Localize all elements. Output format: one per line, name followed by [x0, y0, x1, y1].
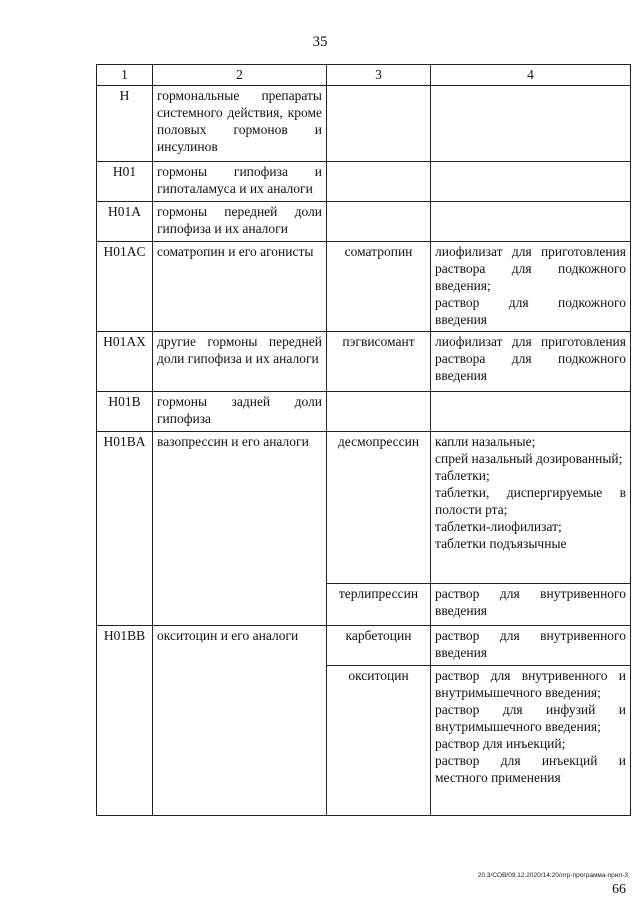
atc-code-cell: H01BB: [97, 626, 153, 816]
dosage-form-line: спрей назальный дозированный;: [435, 451, 623, 466]
dosage-form-line: раствор для внутривенного и внутримышечного введения;: [435, 668, 626, 700]
column-header-2: 2: [153, 65, 327, 86]
drug-name-cell: карбетоцин: [327, 626, 431, 666]
dosage-form-line: раствор для инъекций и местного применения: [435, 753, 626, 785]
dosage-form-line: таблетки подъязычные: [435, 536, 567, 551]
dosage-form-cell: [431, 392, 631, 432]
atc-code-cell: H01: [97, 162, 153, 202]
table-row: [97, 242, 631, 332]
drug-name-cell: [327, 162, 431, 202]
dosage-form-cell: [431, 332, 631, 392]
atc-code-cell: H: [97, 86, 153, 162]
atc-code-cell: H01B: [97, 392, 153, 432]
atc-code-cell: H01BA: [97, 432, 153, 626]
dosage-form-line: раствор для внутривенного введения: [435, 586, 626, 618]
dosage-form-line: раствор для инъекций;: [435, 736, 566, 751]
dosage-form-cell: [431, 86, 631, 162]
dosage-form-line: раствор для подкожного введения: [435, 295, 626, 327]
column-header-1: 1: [97, 65, 153, 86]
table-row: [97, 162, 631, 202]
table-row: [97, 392, 631, 432]
dosage-form-line: таблетки-лиофилизат;: [435, 519, 562, 534]
drug-name-cell: [327, 392, 431, 432]
table-body: [97, 86, 631, 816]
dosage-form-cell: [431, 242, 631, 332]
table-row: [97, 202, 631, 242]
column-header-4: 4: [431, 65, 631, 86]
dosage-form-cell: [431, 202, 631, 242]
group-description-cell: гормоны передней доли гипофиза и их аналоги: [153, 202, 327, 242]
group-description-cell: другие гормоны передней доли гипофиза и их аналоги: [153, 332, 327, 392]
group-description-cell: окситоцин и его аналоги: [153, 626, 327, 816]
dosage-form-cell: [431, 584, 631, 626]
dosage-form-cell: [431, 432, 631, 584]
drug-name-cell: [327, 86, 431, 162]
column-header-3: 3: [327, 65, 431, 86]
dosage-form-cell: [431, 162, 631, 202]
group-description-cell: гормоны гипофиза и гипоталамуса и их аналоги: [153, 162, 327, 202]
dosage-form-line: лиофилизат для приготовления раствора для подкожного введения: [435, 334, 626, 383]
dosage-form-cell: [431, 626, 631, 666]
dosage-form-cell: [431, 666, 631, 816]
table-row: [97, 332, 631, 392]
dosage-form-line: таблетки;: [435, 468, 490, 483]
drug-name-cell: десмопрессин: [327, 432, 431, 584]
dosage-form-line: капли назальные;: [435, 434, 536, 449]
drug-table: [96, 64, 631, 816]
table-row: [97, 86, 631, 162]
table-row: [97, 626, 631, 666]
drug-name-cell: окситоцин: [327, 666, 431, 816]
group-description-cell: вазопрессин и его аналоги: [153, 432, 327, 626]
drug-name-cell: терлипрессин: [327, 584, 431, 626]
group-description-cell: соматропин и его агонисты: [153, 242, 327, 332]
drug-name-cell: соматропин: [327, 242, 431, 332]
drug-name-cell: пэгвисомант: [327, 332, 431, 392]
dosage-form-line: раствор для внутривенного введения: [435, 628, 626, 660]
table-row: [97, 432, 631, 584]
page-number: 35: [312, 34, 328, 50]
sheet-number: 66: [612, 882, 626, 897]
dosage-form-line: лиофилизат для приготовления раствора для подкожного введения;: [435, 244, 626, 293]
dosage-form-line: раствор для инфузий и внутримышечного введения;: [435, 702, 626, 734]
atc-code-cell: H01AC: [97, 242, 153, 332]
group-description-cell: гормоны задней доли гипофиза: [153, 392, 327, 432]
drug-name-cell: [327, 202, 431, 242]
dosage-form-line: таблетки, диспергируемые в полости рта;: [435, 485, 626, 517]
group-description-cell: гормональные препараты системного действия, кроме половых гормонов и инсулинов: [153, 86, 327, 162]
atc-code-cell: H01AX: [97, 332, 153, 392]
atc-code-cell: H01A: [97, 202, 153, 242]
header-row: [97, 65, 631, 86]
document-reference: 20,3/COB/09.12.2020/14:20/лгр-программа-прил-3: [477, 872, 628, 879]
